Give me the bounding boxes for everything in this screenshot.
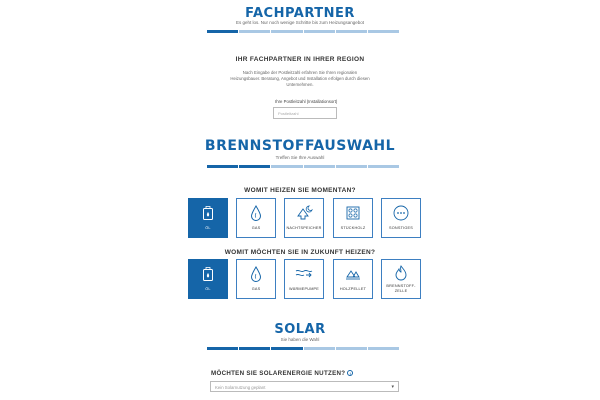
chevron-down-icon: ▾ [391, 384, 394, 390]
solar-title: SOLAR [274, 322, 326, 337]
brennstoff-subtitle: Treffen Sie Ihre Auswahl [275, 155, 325, 160]
current-option-night-storage[interactable] [284, 198, 324, 238]
heat-pump-icon [294, 266, 314, 282]
plz-input[interactable]: Postleitzahl [273, 107, 337, 119]
tile-label: GAS [251, 287, 261, 292]
brennstoff-progress-bar [207, 165, 399, 168]
current-heating-question: WOMIT HEIZEN SIE MOMENTAN? [244, 187, 356, 194]
tile-label: HOLZPELLET [339, 287, 367, 292]
tile-label: SONSTIGES [389, 226, 413, 231]
future-option-heat-pump[interactable] [284, 259, 324, 299]
future-heating-question: WOMIT MÖCHTEN SIE IN ZUKUNFT HEIZEN? [224, 249, 376, 256]
current-option-oil[interactable] [188, 198, 228, 238]
tile-label: BRENNSTOFF- ZELLE [386, 284, 416, 293]
more-dots-icon [391, 205, 411, 221]
firewood-icon [343, 205, 363, 221]
fachpartner-subtitle: Es geht los. Nur noch wenige Schritte bis zum Heizungsangebot [235, 20, 365, 25]
future-option-gas[interactable] [236, 259, 276, 299]
night-storage-moon-icon [294, 205, 314, 221]
brennstoff-title: BRENNSTOFFAUSWAHL [204, 138, 396, 154]
oil-canister-icon [198, 205, 218, 221]
fachpartner-progress-bar [207, 30, 399, 33]
plz-label: Ihre Postleitzahl (Installationsort) [275, 99, 338, 104]
info-icon[interactable]: i [347, 370, 353, 376]
solar-question [211, 370, 353, 377]
fachpartner-heading: IHR FACHPARTNER IN IHRER REGION [235, 56, 365, 63]
solar-question-text: MÖCHTEN SIE SOLARENERGIE NUTZEN? [211, 370, 346, 377]
gas-flame-drop-icon [246, 266, 266, 282]
solar-subtitle: Sie haben die Wahl [280, 337, 320, 342]
tile-label: ÖL [205, 287, 211, 292]
fuel-cell-flame-icon [391, 265, 411, 281]
current-option-gas[interactable] [236, 198, 276, 238]
tile-label: ÖL [205, 226, 211, 231]
solar-select-value: Kein Solarnutzung geplant [215, 385, 266, 390]
fachpartner-title: FACHPARTNER [245, 6, 355, 21]
tile-label: STÜCKHOLZ [340, 226, 366, 231]
future-option-wood-pellet[interactable] [333, 259, 373, 299]
solar-progress-bar [207, 347, 399, 350]
tile-label: GAS [251, 226, 261, 231]
future-option-oil[interactable] [188, 259, 228, 299]
fachpartner-description: Nach Eingabe der Postleitzahl erfahren Sie Ihren regionalen Heizungsbauer. Beratung, Angebot und Installation erfolgen durch diesen Unternehmen. [230, 70, 370, 87]
gas-flame-drop-icon [246, 205, 266, 221]
tile-label: WÄRMEPUMPE [288, 287, 320, 292]
current-option-other[interactable] [381, 198, 421, 238]
current-option-firewood[interactable] [333, 198, 373, 238]
oil-canister-icon [198, 266, 218, 282]
solar-select[interactable] [210, 381, 399, 392]
future-option-fuel-cell[interactable] [381, 259, 421, 299]
wood-pellet-icon [343, 266, 363, 282]
tile-label: NACHTSPEICHER [286, 226, 322, 231]
